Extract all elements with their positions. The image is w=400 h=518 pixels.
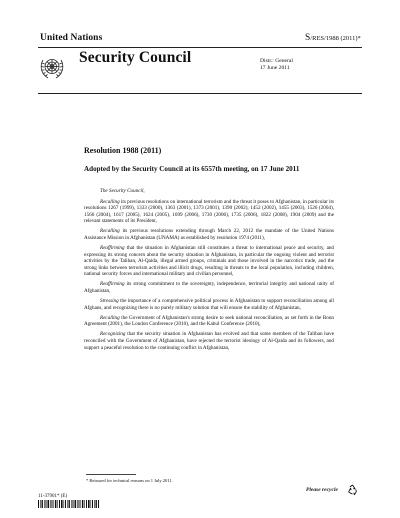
paragraph-lead: Reaffirming: [100, 245, 125, 252]
paragraph-lead: Recalling: [100, 314, 120, 321]
preamble-paragraph: [84, 315, 334, 328]
paragraph-text: that the situation in Afghanistan still constitutes a threat to international peace and security, and expressing its strong concern about the security situation in Afghanistan, in particular the ongoing violent and terrorist activities by the Taliban, Al-Qaida, illegal armed groups, criminals and those involved in the narcotics trade, and the strong links between terrorism activities and illicit drugs, resulting in threats to the local population, including children, national security forces and international military and civilian personnel,: [84, 245, 334, 278]
resolution-title: Resolution 1988 (2011): [84, 146, 162, 155]
masthead-rule: [38, 93, 362, 94]
paragraph-text: the Government of Afghanistan's strong desire to seek national reconciliation, as set forth in the Bonn Agreement (2001), the London Conference (2010), and the Kabul Conference (2010),: [84, 314, 334, 328]
paragraph-text: the importance of a comprehensive political process in Afghanistan to support reconciliation among all Afghans, and recognizing there is no purely military solution that will ensure the stability of Afghanistan,: [84, 298, 334, 311]
distribution-block: [260, 58, 293, 72]
symbol-prefix: S: [305, 33, 311, 43]
symbol-rest: /RES/1988 (2011)*: [310, 35, 361, 42]
recycle-label: Please recycle: [306, 487, 338, 493]
paragraph-text: that the security situation in Afghanistan has evolved and that some members of the Taliban have reconciled with the Government of Afghanistan, have rejected the terrorist ideology of Al-Qaida and its followers, and support a peaceful resolution to the continuing conflict in Afghanistan,: [84, 331, 334, 351]
un-emblem-icon: [37, 52, 67, 82]
document-number: 11-37901* (E): [38, 494, 68, 499]
preamble-paragraph: [84, 331, 334, 351]
adoption-statement: Adopted by the Security Council at its 6557th meeting, on 17 June 2011: [84, 165, 300, 173]
paragraph-lead: Recalling: [100, 228, 120, 235]
security-council-title: Security Council: [79, 49, 192, 66]
distribution: Distr.: General: [260, 58, 293, 64]
issue-date: 17 June 2011: [260, 65, 290, 71]
opening-text: The Security Council,: [100, 188, 145, 194]
preamble-paragraph: [84, 281, 334, 294]
resolution-body: [84, 188, 334, 355]
preamble-paragraph: [84, 298, 334, 311]
org-name: United Nations: [40, 33, 103, 43]
paragraph-text: its previous resolutions extending through March 22, 2012 the mandate of the United Nations Assistance Mission in Afghanistan (UNAMA) as established by resolution 1974 (2011),: [84, 228, 334, 241]
preamble-paragraph: [84, 199, 334, 225]
recycle-icon: [346, 483, 359, 496]
barcode-icon: [38, 500, 100, 508]
preamble-paragraph: [84, 228, 334, 241]
footnote-rule: [86, 474, 136, 475]
paragraph-text: its previous resolutions on international terrorism and the threat it poses to Afghanistan, in particular its resolutions 1267 (1999), 1333 (2000), 1363 (2001), 1373 (2001), 1390 (2002), 1452 (2002), 1455 (2003), 1526 (2004), 1566 (2004), 1617 (2005), 1624 (2005), 1699 (2006), 1730 (2006), 1735 (2006), 1822 (2008), 1904 (2009) and the relevant statements of its President,: [84, 198, 334, 225]
paragraph-text: its strong commitment to the sovereignty, independence, territorial integrity and national unity of Afghanistan,: [84, 281, 334, 294]
opening-line: [84, 188, 334, 195]
preamble-paragraph: [84, 245, 334, 278]
paragraph-lead: Stressing: [100, 298, 119, 305]
paragraph-lead: Reaffirming: [100, 281, 125, 288]
paragraph-lead: Recalling: [100, 198, 120, 205]
footnote: * Reissued for technical reasons on 1 July 2011.: [86, 478, 173, 483]
document-symbol: [305, 33, 361, 43]
paragraph-lead: Recognizing: [100, 331, 126, 338]
